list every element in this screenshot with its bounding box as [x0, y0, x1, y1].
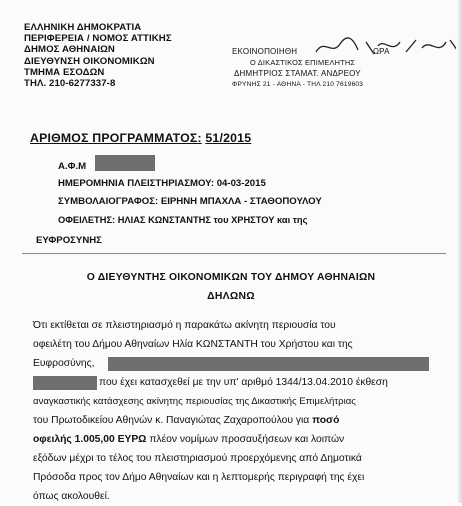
body-line-4: που έχει κατασχεθεί με την υπ' αριθμό 1344/13.04.2010 έκθεση [99, 377, 388, 388]
issuer-phone: ΤΗΛ. 210-6277337-8 [24, 78, 116, 90]
debt-amount: οφειλής 1.005,00 ΕΥΡΩ [33, 434, 147, 445]
body-line-8: εξόδων μέχρι το τέλος του πλειστηριασμού προερχόμενης από Δημοτικά [33, 453, 362, 464]
body-line-10: όπως ακολουθεί. [33, 491, 110, 502]
notary: ΣΥΜΒΟΛΑΙΟΓΡΑΦΟΣ: ΕΙΡΗΝΗ ΜΠΑΧΛΑ - ΣΤΑΘΟΠΟΥΛΟΥ [58, 196, 322, 207]
stamp-line-1: ΕΚΟΙΝΟΠΟΙΗΘΗ [232, 47, 298, 56]
debtors-line-2: ΕΥΦΡΟΣΥΝΗΣ [36, 235, 102, 246]
issuer-line-4: ΔΙΕΥΘΥΝΣΗ ΟΙΚΟΝΟΜΙΚΩΝ [24, 55, 155, 67]
redaction-address [108, 357, 429, 371]
body-line-2: οφειλέτη του Δήμου Αθηναίων Ηλία ΚΩΝΣΤΑΝΤΗ του Χρήστου και της [33, 339, 353, 350]
redaction-address-cont [33, 376, 97, 390]
body-line-7-text: πλέον νομίμων προσαυξήσεων και λοιπών [149, 434, 345, 445]
issuer-line-1: ΕΛΛΗΝΙΚΗ ΔΗΜΟΚΡΑΤΙΑ [24, 22, 142, 33]
stamp-line-2: Ο ΔΙΚΑΣΤΙΚΟΣ ΕΠΙΜΕΛΗΤΗΣ [250, 58, 356, 67]
body-line-6 [33, 411, 339, 430]
section-divider [22, 253, 446, 254]
issuer-line-3: ΔΗΜΟΣ ΑΘΗΝΑΙΩΝ [24, 44, 115, 56]
body-line-1: Ότι εκτίθεται σε πλειστηριασμό η παρακάτω ακίνητη περιουσία του [33, 320, 336, 331]
programme-number [30, 131, 251, 145]
issuer-line-2: ΠΕΡΙΦΕΡΕΙΑ / ΝΟΜΟΣ ΑΤΤΙΚΗΣ [24, 33, 172, 45]
auction-date: ΗΜΕΡΟΜΗΝΙΑ ΠΛΕΙΣΤΗΡΙΑΣΜΟΥ: 04-03-2015 [58, 178, 266, 189]
body-line-7 [33, 430, 344, 449]
stamp-line-4: ΦΡΥΝΗΣ 21 - ΑΘΗΝΑ - ΤΗΛ 210 7619603 [232, 81, 364, 88]
declaration-subheading: ΔΗΛΩΝΩ [207, 291, 255, 302]
body-line-9: Πρόσοδα προς τον Δήμο Αθηναίων και η λεπτομερής περιγραφή της έχει [33, 472, 365, 483]
stamp-line-1b: ΩΡΑ [373, 47, 390, 56]
body-line-6-bold: ποσό [312, 415, 340, 426]
bailiff-stamp [232, 40, 454, 94]
issuer-line-5: ΤΜΗΜΑ ΕΣΟΔΩΝ [24, 66, 105, 78]
debtors-line-1: ΟΦΕΙΛΕΤΗΣ: ΗΛΙΑΣ ΚΩΝΣΤΑΝΤΗΣ του ΧΡΗΣΤΟΥ και της [58, 215, 308, 225]
stamp-line-3: ΔΗΜΗΤΡΙΟΣ ΣΤΑΜΑΤ. ΑΝΔΡΕΟΥ [234, 69, 361, 78]
programme-label: ΑΡΙΘΜΟΣ ΠΡΟΓΡΑΜΜΑΤΟΣ: [30, 131, 202, 145]
body-line-3: Ευφροσύνης, [33, 358, 95, 369]
issuer-header [24, 22, 172, 89]
redaction-afm [95, 155, 155, 171]
declaration-heading: Ο ΔΙΕΥΘΥΝΤΗΣ ΟΙΚΟΝΟΜΙΚΩΝ ΤΟΥ ΔΗΜΟΥ ΑΘΗΝΑΙΩΝ [86, 272, 376, 283]
scan-edge-shadow [456, 0, 462, 503]
body-line-5: αναγκαστικής κατάσχεσης ακίνητης περιουσίας της Δικαστικής Επιμελήτριας [33, 396, 356, 407]
programme-value: 51/2015 [205, 131, 252, 145]
afm-label: Α.Φ.Μ [58, 161, 87, 172]
body-line-6-text: του Πρωτοδικείου Αθηνών κ. Παναγιώτας Ζαχαροπούλου για [33, 415, 310, 426]
